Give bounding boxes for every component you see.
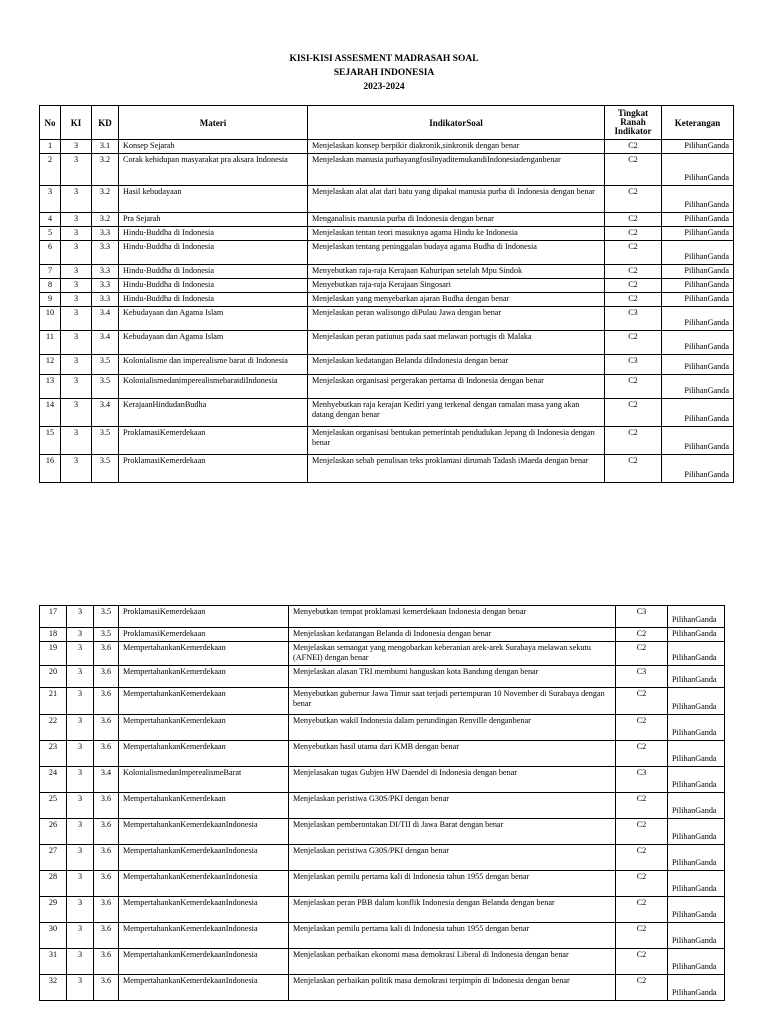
table-row [40,767,725,793]
cell-ki: 3 [61,265,92,279]
cell-keterangan: PilihanGanda [668,845,725,871]
cell-ki: 3 [61,213,92,227]
cell-tingkat: C2 [616,923,668,949]
cell-ki: 3 [67,975,94,1001]
table-row [40,355,734,375]
cell-no: 17 [40,606,67,628]
cell-keterangan: PilihanGanda [662,427,734,455]
cell-tingkat: C2 [616,975,668,1001]
cell-keterangan: PilihanGanda [662,307,734,331]
cell-no: 28 [40,871,67,897]
cell-indikator: Menjelaskan semangat yang mengobarkan keberanian arek-arek Surabaya melawan sekutu (AFNEI) dengan benar [289,642,616,666]
cell-indikator: Menjelaskan sebab penulisan teks proklamasi dirumah Tadash iMaeda dengan benar [308,455,605,483]
table-row [40,975,725,1001]
cell-indikator: Menyebutkan raja-raja Kerajaan Singosari [308,279,605,293]
cell-kd: 3.3 [92,241,119,265]
table-row [40,186,734,213]
cell-indikator: Menjelasakan tugas Gubjen HW Daendel di Indonesia dengan benar [289,767,616,793]
cell-tingkat: C2 [605,241,662,265]
cell-keterangan: PilihanGanda [668,949,725,975]
cell-tingkat: C2 [605,331,662,355]
cell-materi: Konsep Sejarah [119,140,308,154]
cell-no: 11 [40,331,61,355]
cell-kd: 3.6 [94,897,119,923]
cell-keterangan: PilihanGanda [662,279,734,293]
cell-ki: 3 [61,140,92,154]
cell-kd: 3.4 [94,767,119,793]
cell-ki: 3 [61,241,92,265]
cell-indikator: Menjelaskan peran patiunus pada saat melawan portugis di Malaka [308,331,605,355]
col-header-materi: Materi [119,106,308,140]
cell-no: 21 [40,688,67,715]
cell-ki: 3 [67,949,94,975]
cell-ki: 3 [67,793,94,819]
cell-indikator: Menjelaskan organisasi pergerakan pertama di Indonesia dengan benar [308,375,605,399]
cell-keterangan: PilihanGanda [662,293,734,307]
cell-no: 14 [40,399,61,427]
cell-tingkat: C2 [616,845,668,871]
cell-keterangan: PilihanGanda [668,628,725,642]
cell-kd: 3.6 [94,949,119,975]
cell-indikator: Menjelaskan kedatangan Belanda diIndonesia dengan benar [308,355,605,375]
cell-ki: 3 [61,227,92,241]
cell-kd: 3.5 [92,375,119,399]
cell-ki: 3 [67,715,94,741]
cell-ki: 3 [61,186,92,213]
table-row [40,375,734,399]
cell-kd: 3.3 [92,279,119,293]
title-line-3: 2023-2024 [363,82,405,92]
cell-kd: 3.6 [94,642,119,666]
cell-materi: MempertahankanKemerdekaanIndonesia [119,975,289,1001]
table-row [40,741,725,767]
cell-no: 3 [40,186,61,213]
cell-no: 9 [40,293,61,307]
cell-no: 15 [40,427,61,455]
cell-tingkat: C2 [616,741,668,767]
cell-materi: MempertahankanKemerdekaanIndonesia [119,819,289,845]
col-header-ki: KI [61,106,92,140]
cell-keterangan: PilihanGanda [668,975,725,1001]
table-row [40,871,725,897]
cell-no: 4 [40,213,61,227]
cell-indikator: Menyebutkan hasil utama dari KMB dengan benar [289,741,616,767]
cell-materi: Hindu-Buddha di Indonesia [119,227,308,241]
cell-keterangan: PilihanGanda [662,399,734,427]
table-row [40,140,734,154]
cell-ki: 3 [67,688,94,715]
cell-keterangan: PilihanGanda [668,871,725,897]
cell-materi: Corak kehidupan masyarakat pra aksara Indonesia [119,154,308,186]
table-row [40,666,725,688]
cell-tingkat: C3 [616,666,668,688]
cell-indikator: Menjelaskan pemilu pertama kali di Indonesia tahun 1955 dengan benar [289,871,616,897]
cell-indikator: Menjelaskan alat alat dari batu yang dipakai manusia purba di Indonesia dengan benar [308,186,605,213]
cell-no: 22 [40,715,67,741]
cell-kd: 3.3 [92,227,119,241]
cell-kd: 3.6 [94,923,119,949]
cell-materi: MempertahankanKemerdekaanIndonesia [119,871,289,897]
cell-materi: KolonialismedanImperealismeBarat [119,767,289,793]
cell-tingkat: C2 [616,642,668,666]
cell-tingkat: C2 [605,293,662,307]
cell-materi: MempertahankanKemerdekaan [119,715,289,741]
cell-kd: 3.6 [94,793,119,819]
cell-keterangan: PilihanGanda [662,355,734,375]
col-header-kd: KD [92,106,119,140]
cell-keterangan: PilihanGanda [668,741,725,767]
kisi-kisi-table-page-1 [39,105,734,483]
cell-ki: 3 [67,628,94,642]
cell-ki: 3 [67,897,94,923]
table-row [40,427,734,455]
cell-indikator: Menjelaskan peristiwa G30S/PKI dengan benar [289,845,616,871]
cell-materi: MempertahankanKemerdekaanIndonesia [119,923,289,949]
cell-indikator: Menyebutkan tempat proklamasi kemerdekaan Indonesia dengan benar [289,606,616,628]
cell-kd: 3.2 [92,154,119,186]
cell-tingkat: C3 [605,355,662,375]
cell-tingkat: C2 [605,375,662,399]
cell-keterangan: PilihanGanda [668,793,725,819]
cell-no: 8 [40,279,61,293]
cell-keterangan: PilihanGanda [662,375,734,399]
document-title [0,52,768,94]
cell-materi: ProklamasiKemerdekaan [119,628,289,642]
cell-materi: ProklamasiKemerdekaan [119,427,308,455]
table-row [40,307,734,331]
cell-kd: 3.6 [94,715,119,741]
cell-tingkat: C3 [616,606,668,628]
cell-keterangan: PilihanGanda [668,897,725,923]
cell-no: 25 [40,793,67,819]
cell-kd: 3.6 [94,741,119,767]
cell-tingkat: C3 [605,307,662,331]
cell-indikator: Menjelaskan peran walisongo diPulau Jawa dengan benar [308,307,605,331]
cell-materi: Hindu-Buddha di Indonesia [119,293,308,307]
table-row [40,606,725,628]
cell-materi: ProklamasiKemerdekaan [119,606,289,628]
cell-materi: MempertahankanKemerdekaan [119,642,289,666]
cell-indikator: Menjelaskan manusia purbayangfosilnyaditemukandiIndonesiadenganbenar [308,154,605,186]
table-row [40,265,734,279]
cell-ki: 3 [67,606,94,628]
cell-tingkat: C2 [616,688,668,715]
cell-no: 26 [40,819,67,845]
cell-materi: Kolonialisme dan imperealisme barat di Indonesia [119,355,308,375]
cell-tingkat: C3 [616,767,668,793]
cell-keterangan: PilihanGanda [662,140,734,154]
cell-no: 12 [40,355,61,375]
cell-ki: 3 [61,399,92,427]
col-header-indikator: IndikatorSoal [308,106,605,140]
cell-ki: 3 [67,845,94,871]
cell-no: 5 [40,227,61,241]
cell-tingkat: C2 [605,279,662,293]
cell-indikator: Menjelaskan yang menyebarkan ajaran Budha dengan benar [308,293,605,307]
cell-ki: 3 [61,307,92,331]
cell-indikator: Menjelaskan tentang peninggalan budaya agama Budha di Indonesia [308,241,605,265]
cell-keterangan: PilihanGanda [668,606,725,628]
table-row [40,241,734,265]
cell-tingkat: C2 [605,227,662,241]
cell-tingkat: C2 [605,140,662,154]
title-line-2: SEJARAH INDONESIA [333,68,435,78]
table-row [40,949,725,975]
cell-tingkat: C2 [616,897,668,923]
cell-kd: 3.1 [92,140,119,154]
cell-kd: 3.6 [94,688,119,715]
cell-no: 18 [40,628,67,642]
cell-tingkat: C2 [616,628,668,642]
table-header-row [40,106,734,140]
cell-indikator: Menyebutkan gubernur Jawa Timur saat terjadi pertempuran 10 November di Surabaya dengan benar [289,688,616,715]
cell-ki: 3 [61,455,92,483]
cell-materi: Kebudayaan dan Agama Islam [119,331,308,355]
cell-keterangan: PilihanGanda [662,186,734,213]
cell-ki: 3 [61,427,92,455]
table-row [40,331,734,355]
cell-materi: ProklamasiKemerdekaan [119,455,308,483]
cell-indikator: Menjelaskan perbaikan ekonomi masa demokrasi Liberal di Indonesia dengan benar [289,949,616,975]
cell-tingkat: C2 [616,819,668,845]
cell-kd: 3.5 [92,355,119,375]
cell-kd: 3.5 [92,455,119,483]
cell-tingkat: C2 [605,186,662,213]
cell-ki: 3 [61,355,92,375]
cell-ki: 3 [67,819,94,845]
cell-tingkat: C2 [605,265,662,279]
cell-indikator: Menganalisis manusia purba di Indonesia dengan benar [308,213,605,227]
cell-kd: 3.5 [92,427,119,455]
cell-materi: Kebudayaan dan Agama Islam [119,307,308,331]
cell-ki: 3 [61,154,92,186]
cell-tingkat: C2 [605,154,662,186]
cell-indikator: Menjelaskan pemilu pertama kali di Indonesia tahun 1955 dengan benar [289,923,616,949]
cell-kd: 3.6 [94,666,119,688]
cell-keterangan: PilihanGanda [668,923,725,949]
cell-keterangan: PilihanGanda [668,715,725,741]
cell-materi: MempertahankanKemerdekaan [119,793,289,819]
cell-materi: KerajaanHindudanBudha [119,399,308,427]
cell-kd: 3.6 [94,819,119,845]
cell-no: 13 [40,375,61,399]
cell-materi: KolonialismedanimperealismebaratdiIndonesia [119,375,308,399]
cell-indikator: Menjelaskan pemberontakan DI/TII di Jawa Barat dengan benar [289,819,616,845]
cell-materi: MempertahankanKemerdekaanIndonesia [119,897,289,923]
cell-no: 19 [40,642,67,666]
cell-no: 16 [40,455,61,483]
cell-ki: 3 [67,741,94,767]
table-row [40,923,725,949]
cell-kd: 3.4 [92,399,119,427]
cell-keterangan: PilihanGanda [668,666,725,688]
cell-keterangan: PilihanGanda [662,241,734,265]
table-row [40,715,725,741]
cell-ki: 3 [67,666,94,688]
cell-ki: 3 [67,642,94,666]
cell-indikator: Menhyebutkan raja kerajan Kediri yang terkenal dengan ramalan masa yang akan datang dengan benar [308,399,605,427]
cell-kd: 3.6 [94,871,119,897]
cell-keterangan: PilihanGanda [662,213,734,227]
cell-ki: 3 [67,923,94,949]
cell-no: 1 [40,140,61,154]
cell-materi: MempertahankanKemerdekaanIndonesia [119,845,289,871]
cell-indikator: Menyebutkan wakil Indonesia dalam perundingan Renville denganbenar [289,715,616,741]
cell-materi: MempertahankanKemerdekaanIndonesia [119,949,289,975]
cell-keterangan: PilihanGanda [662,455,734,483]
cell-materi: Hindu-Buddha di Indonesia [119,265,308,279]
table-row [40,793,725,819]
cell-indikator: Menjelaskan organisasi bentukan pemerintah pendudukan Jepang di Indonesia dengan benar [308,427,605,455]
cell-kd: 3.5 [94,628,119,642]
cell-keterangan: PilihanGanda [668,819,725,845]
cell-kd: 3.5 [94,606,119,628]
cell-no: 31 [40,949,67,975]
cell-indikator: Menjelaskan perbaikan politik masa demokrasi terpimpin di Indonesia dengan benar [289,975,616,1001]
cell-keterangan: PilihanGanda [662,331,734,355]
cell-materi: Hindu-Buddha di Indonesia [119,241,308,265]
cell-tingkat: C2 [605,427,662,455]
table-row [40,819,725,845]
cell-materi: MempertahankanKemerdekaan [119,688,289,715]
table-body-page-1 [40,140,734,483]
cell-no: 23 [40,741,67,767]
cell-no: 20 [40,666,67,688]
cell-no: 2 [40,154,61,186]
cell-no: 29 [40,897,67,923]
table-row [40,213,734,227]
cell-no: 30 [40,923,67,949]
cell-kd: 3.4 [92,307,119,331]
cell-tingkat: C2 [616,793,668,819]
cell-keterangan: PilihanGanda [662,154,734,186]
cell-no: 27 [40,845,67,871]
table-row [40,688,725,715]
table-row [40,227,734,241]
cell-ki: 3 [61,293,92,307]
cell-indikator: Menjelaskan konsep berpikir diakronik,sinkronik dengan benar [308,140,605,154]
cell-tingkat: C2 [616,871,668,897]
cell-keterangan: PilihanGanda [662,227,734,241]
cell-indikator: Menjelaskan kedatangan Belanda di Indonesia dengan benar [289,628,616,642]
table-body-page-2 [40,606,725,1001]
cell-ki: 3 [67,871,94,897]
cell-keterangan: PilihanGanda [668,688,725,715]
cell-materi: MempertahankanKemerdekaan [119,741,289,767]
cell-ki: 3 [61,331,92,355]
cell-tingkat: C2 [605,399,662,427]
table-row [40,154,734,186]
cell-no: 32 [40,975,67,1001]
cell-indikator: Menjelaskan alasan TRI membumi hanguskan kota Bandung dengan benar [289,666,616,688]
table-row [40,642,725,666]
cell-materi: MempertahankanKemerdekaan [119,666,289,688]
cell-no: 6 [40,241,61,265]
cell-kd: 3.2 [92,213,119,227]
table-row [40,845,725,871]
cell-no: 24 [40,767,67,793]
title-line-1: KISI-KISI ASSESMENT MADRASAH SOAL [289,54,479,64]
cell-materi: Hasil kebudayaan [119,186,308,213]
cell-materi: Hindu-Buddha di Indonesia [119,279,308,293]
table-row [40,399,734,427]
cell-materi: Pra Sejarah [119,213,308,227]
cell-no: 7 [40,265,61,279]
table-row [40,455,734,483]
cell-kd: 3.3 [92,265,119,279]
cell-ki: 3 [61,279,92,293]
cell-keterangan: PilihanGanda [668,642,725,666]
table-row [40,897,725,923]
cell-kd: 3.6 [94,845,119,871]
table-row [40,293,734,307]
cell-indikator: Menjelaskan peristiwa G30S/PKI dengan benar [289,793,616,819]
cell-kd: 3.4 [92,331,119,355]
cell-tingkat: C2 [605,455,662,483]
cell-kd: 3.2 [92,186,119,213]
kisi-kisi-table-page-2 [39,605,725,1001]
cell-kd: 3.6 [94,975,119,1001]
table-row [40,628,725,642]
cell-ki: 3 [67,767,94,793]
cell-tingkat: C2 [605,213,662,227]
cell-keterangan: PilihanGanda [668,767,725,793]
cell-no: 10 [40,307,61,331]
cell-indikator: Menjelaskan peran PBB dalam konflik Indonesia dengan Belanda dengan benar [289,897,616,923]
cell-ki: 3 [61,375,92,399]
cell-keterangan: PilihanGanda [662,265,734,279]
cell-kd: 3.3 [92,293,119,307]
cell-indikator: Menjelaskan tentan teori masuknya agama Hindu ke Indonesia [308,227,605,241]
cell-tingkat: C2 [616,949,668,975]
col-header-tingkat: Tingkat Ranah Indikator [605,106,662,140]
cell-indikator: Menyebutkan raja-raja Kerajaan Kahuripan setelah Mpu Sindok [308,265,605,279]
table-row [40,279,734,293]
col-header-no: No [40,106,61,140]
col-header-keterangan: Keterangan [662,106,734,140]
cell-tingkat: C2 [616,715,668,741]
